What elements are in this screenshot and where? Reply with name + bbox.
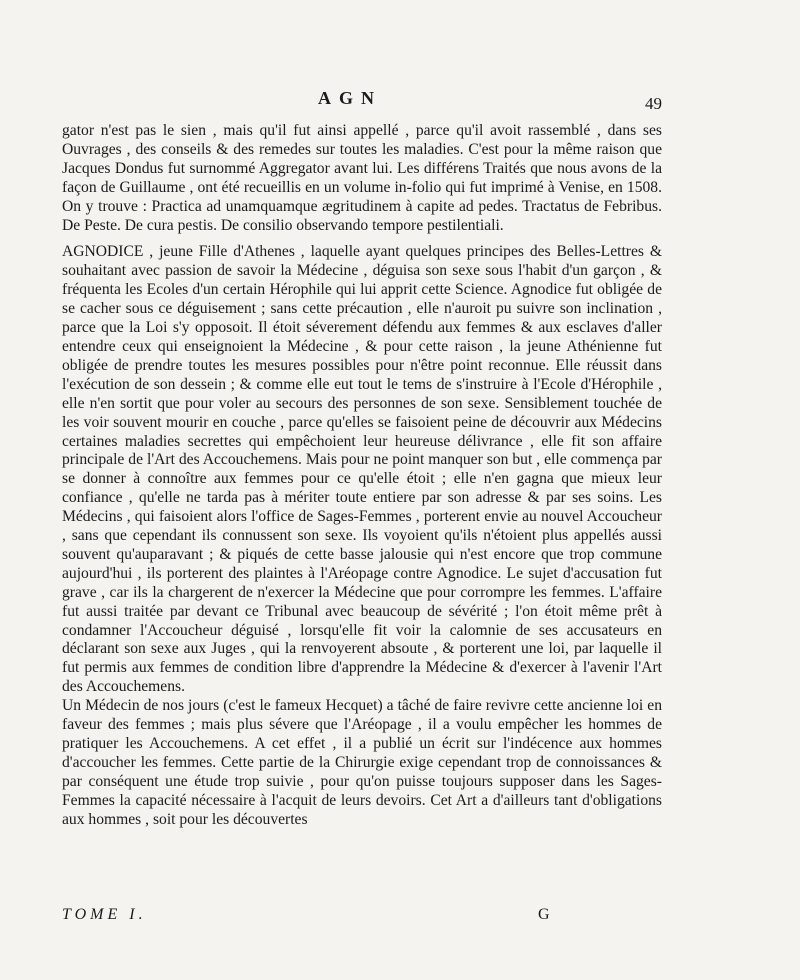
signature-mark: G bbox=[538, 906, 550, 923]
page-body bbox=[62, 122, 662, 830]
page-footer bbox=[62, 906, 662, 926]
paragraph-agnodice: AGNODICE , jeune Fille d'Athenes , laquelle ayant quelques principes des Belles-Lettres & souhaitant avec passion de savoir la Médecine , déguisa son sexe sous l'habit d'un garçon , & fréquenta les Ecoles d'un certain Hérophile qui lui apprit cette Science. Agnodice fut obligée de se cacher sous ce déguisement ; sans cette précaution , elle n'auroit pu suivre son inclination , parce que la Loi s'y opposoit. Il étoit séverement défendu aux femmes & aux esclaves d'aller entendre ceux qui enseignoient la Médecine , & pour cette raison , la jeune Athénienne fut obligée de prendre toutes les mesures possibles pour n'être point reconnue. Elle réussit dans l'exécution de son dessein ; & comme elle eut tout le tems de s'instruire à l'Ecole d'Hérophile , elle n'en sortit que pour voler au secours des personnes de son sexe. Sensiblement touchée de les voir souvent mourir en couche , parce qu'elles se faisoient peine de découvrir aux Médecins certaines maladies secrettes qui empêchoient leur heureuse délivrance , elle fit son affaire principale de l'Art des Accouchemens. Mais pour ne point manquer son but , elle commença par se donner à connoître aux femmes pour ce qu'elle étoit ; elle n'en gagna que mieux leur confiance , qu'elle ne tarda pas à mériter toute entiere par son adresse & par ses soins. Les Médecins , qui faisoient alors l'office de Sages-Femmes , porterent envie au nouvel Accoucheur , sans que cependant ils connussent son sexe. Ils voyoient qu'ils n'étoient plus appellés aussi souvent qu'auparavant ; & piqués de cette basse jalousie qui n'est encore que trop commune aujourd'hui , ils porterent des plaintes à l'Aréopage contre Agnodice. Le sujet d'accusation fut grave , car ils la chargerent de n'exercer la Médecine que pour corrompre les femmes. L'affaire fut aussi traitée par devant ce Tribunal avec beaucoup de sévérité ; l'on étoit même prêt à condamner l'Accoucheur déguisé , lorsqu'elle fit voir la calomnie de ses accusateurs en déclarant son sexe aux Juges , qui la renvoyerent absoute , & porterent une loi, par laquelle il fut permis aux femmes de condition libre d'apprendre la Médecine & d'exercer à l'avenir l'Art des Accouchemens. bbox=[62, 243, 662, 696]
page-number: 49 bbox=[645, 94, 662, 113]
volume-label: TOME I. bbox=[62, 906, 147, 923]
page-title: AGN bbox=[318, 88, 382, 108]
paragraph-hecquet: Un Médecin de nos jours (c'est le fameux Hecquet) a tâché de faire revivre cette ancienne loi en faveur des femmes ; mais plus sévere que l'Aréopage , il a voulu empêcher les hommes de pratiquer les Accouchemens. A cet effet , il a publié un écrit sur l'indécence aux hommes d'accoucher les femmes. Cette partie de la Chirurgie exige cependant trop de connoissances & par conséquent une étude trop suivie , pour qu'on puisse toujours supposer dans les Sages-Femmes la capacité nécessaire à l'acquit de leurs devoirs. Cet Art a d'ailleurs tant d'obligations aux hommes , soit pour les découvertes bbox=[62, 697, 662, 828]
running-header bbox=[0, 88, 800, 112]
paragraph-continuation: gator n'est pas le sien , mais qu'il fut ainsi appellé , parce qu'il avoit rassemblé , dans ses Ouvrages , des conseils & des remedes sur toutes les maladies. C'est pour la même raison que Jacques Dondus fut surnommé Aggregator avant lui. Les différens Traités que nous avons de la façon de Guillaume , ont été recueillis en un volume in-folio qui fut imprimé à Venise, en 1508. On y trouve : Practica ad unamquamque ægritudinem à capite ad pedes. Tractatus de Febribus. De Peste. De cura pestis. De consilio observando tempore pestilentiali. bbox=[62, 122, 662, 234]
